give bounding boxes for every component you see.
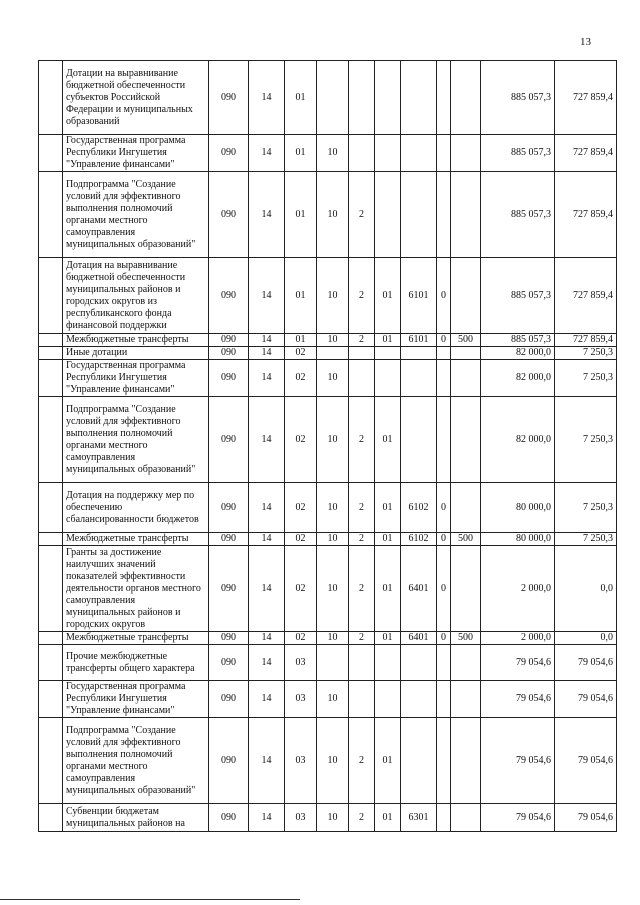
table-row	[39, 718, 617, 804]
row-blank-cell	[39, 172, 63, 258]
table-row	[39, 681, 617, 718]
code-cell: 02	[285, 546, 317, 632]
code-cell: 090	[209, 172, 249, 258]
code-cell: 090	[209, 360, 249, 397]
code-cell: 03	[285, 645, 317, 681]
table-row	[39, 61, 617, 135]
row-name: Гранты за достижение наилучших значений показателей эффективности деятельности органов местного самоуправления муниципальных районов и городских округов	[63, 546, 209, 632]
code-cell	[375, 360, 401, 397]
row-blank-cell	[39, 135, 63, 172]
code-cell: 500	[451, 334, 481, 347]
code-cell: 090	[209, 397, 249, 483]
code-cell: 2	[349, 632, 375, 645]
table-row	[39, 632, 617, 645]
code-cell	[349, 61, 375, 135]
code-cell: 6102	[401, 483, 437, 533]
code-cell: 14	[249, 632, 285, 645]
amount-plan-cell: 2 000,0	[481, 546, 555, 632]
code-cell: 02	[285, 533, 317, 546]
code-cell: 0	[437, 533, 451, 546]
row-blank-cell	[39, 397, 63, 483]
code-cell	[401, 347, 437, 360]
code-cell: 02	[285, 360, 317, 397]
code-cell	[349, 347, 375, 360]
code-cell: 14	[249, 718, 285, 804]
code-cell: 090	[209, 718, 249, 804]
code-cell	[317, 347, 349, 360]
code-cell: 02	[285, 397, 317, 483]
code-cell: 02	[285, 632, 317, 645]
code-cell: 10	[317, 397, 349, 483]
code-cell	[451, 347, 481, 360]
code-cell: 2	[349, 546, 375, 632]
code-cell: 10	[317, 804, 349, 832]
amount-actual-cell: 79 054,6	[555, 804, 617, 832]
amount-actual-cell: 727 859,4	[555, 61, 617, 135]
row-blank-cell	[39, 546, 63, 632]
code-cell: 0	[437, 258, 451, 334]
code-cell: 01	[285, 258, 317, 334]
code-cell: 6101	[401, 258, 437, 334]
row-name: Государственная программа Республики Ингушетия "Управление финансами"	[63, 135, 209, 172]
code-cell: 02	[285, 347, 317, 360]
code-cell	[451, 546, 481, 632]
table-row	[39, 397, 617, 483]
code-cell: 14	[249, 533, 285, 546]
code-cell	[375, 61, 401, 135]
code-cell: 01	[375, 804, 401, 832]
code-cell: 14	[249, 483, 285, 533]
table-row	[39, 360, 617, 397]
code-cell: 03	[285, 681, 317, 718]
row-name: Подпрограмма "Создание условий для эффективного выполнения полномочий органами местного самоуправления муниципальных образований"	[63, 397, 209, 483]
table-row	[39, 172, 617, 258]
table-row	[39, 645, 617, 681]
code-cell	[451, 397, 481, 483]
code-cell	[401, 645, 437, 681]
code-cell: 090	[209, 347, 249, 360]
code-cell: 090	[209, 681, 249, 718]
row-blank-cell	[39, 681, 63, 718]
code-cell: 01	[285, 334, 317, 347]
amount-plan-cell: 885 057,3	[481, 135, 555, 172]
code-cell: 6401	[401, 632, 437, 645]
row-name: Дотация на выравнивание бюджетной обеспеченности муниципальных районов и городских округов из республиканского фонда финансовой поддержки	[63, 258, 209, 334]
code-cell: 0	[437, 632, 451, 645]
row-name: Государственная программа Республики Ингушетия "Управление финансами"	[63, 360, 209, 397]
budget-table	[38, 60, 617, 832]
amount-actual-cell: 7 250,3	[555, 533, 617, 546]
code-cell	[437, 804, 451, 832]
code-cell: 10	[317, 718, 349, 804]
code-cell: 6401	[401, 546, 437, 632]
row-name: Иные дотации	[63, 347, 209, 360]
code-cell: 0	[437, 483, 451, 533]
row-blank-cell	[39, 61, 63, 135]
code-cell: 14	[249, 681, 285, 718]
code-cell	[437, 360, 451, 397]
code-cell	[437, 718, 451, 804]
code-cell	[375, 135, 401, 172]
amount-actual-cell: 727 859,4	[555, 172, 617, 258]
amount-plan-cell: 885 057,3	[481, 334, 555, 347]
row-name: Межбюджетные трансферты	[63, 632, 209, 645]
row-blank-cell	[39, 632, 63, 645]
code-cell: 14	[249, 397, 285, 483]
row-blank-cell	[39, 533, 63, 546]
code-cell: 090	[209, 135, 249, 172]
code-cell: 14	[249, 135, 285, 172]
code-cell	[451, 681, 481, 718]
row-blank-cell	[39, 360, 63, 397]
row-name: Прочие межбюджетные трансферты общего характера	[63, 645, 209, 681]
code-cell	[451, 483, 481, 533]
code-cell	[451, 804, 481, 832]
row-name: Межбюджетные трансферты	[63, 533, 209, 546]
code-cell: 090	[209, 334, 249, 347]
code-cell	[401, 718, 437, 804]
code-cell: 14	[249, 172, 285, 258]
code-cell	[451, 258, 481, 334]
code-cell: 01	[285, 61, 317, 135]
amount-plan-cell: 2 000,0	[481, 632, 555, 645]
code-cell: 10	[317, 135, 349, 172]
code-cell	[401, 172, 437, 258]
code-cell	[401, 135, 437, 172]
code-cell: 10	[317, 334, 349, 347]
table-row	[39, 135, 617, 172]
amount-plan-cell: 82 000,0	[481, 360, 555, 397]
code-cell: 6301	[401, 804, 437, 832]
code-cell: 500	[451, 632, 481, 645]
amount-plan-cell: 79 054,6	[481, 645, 555, 681]
code-cell: 14	[249, 61, 285, 135]
row-name: Подпрограмма "Создание условий для эффективного выполнения полномочий органами местного самоуправления муниципальных образований"	[63, 718, 209, 804]
code-cell	[375, 347, 401, 360]
code-cell	[437, 172, 451, 258]
code-cell	[349, 645, 375, 681]
amount-plan-cell: 885 057,3	[481, 258, 555, 334]
code-cell	[451, 172, 481, 258]
code-cell	[317, 61, 349, 135]
code-cell: 2	[349, 483, 375, 533]
code-cell: 090	[209, 533, 249, 546]
code-cell: 090	[209, 632, 249, 645]
code-cell: 03	[285, 804, 317, 832]
code-cell: 01	[375, 483, 401, 533]
amount-actual-cell: 0,0	[555, 546, 617, 632]
code-cell	[437, 135, 451, 172]
amount-actual-cell: 79 054,6	[555, 645, 617, 681]
amount-plan-cell: 79 054,6	[481, 681, 555, 718]
code-cell: 6101	[401, 334, 437, 347]
code-cell: 10	[317, 681, 349, 718]
code-cell: 090	[209, 645, 249, 681]
code-cell	[349, 135, 375, 172]
code-cell: 14	[249, 546, 285, 632]
code-cell: 10	[317, 172, 349, 258]
amount-actual-cell: 79 054,6	[555, 681, 617, 718]
code-cell: 01	[375, 397, 401, 483]
amount-plan-cell: 80 000,0	[481, 483, 555, 533]
row-blank-cell	[39, 718, 63, 804]
amount-actual-cell: 727 859,4	[555, 334, 617, 347]
code-cell: 01	[285, 172, 317, 258]
code-cell: 14	[249, 347, 285, 360]
code-cell: 090	[209, 483, 249, 533]
amount-actual-cell: 7 250,3	[555, 360, 617, 397]
code-cell: 14	[249, 645, 285, 681]
code-cell	[451, 135, 481, 172]
code-cell	[349, 360, 375, 397]
code-cell: 2	[349, 334, 375, 347]
code-cell: 2	[349, 397, 375, 483]
row-blank-cell	[39, 804, 63, 832]
code-cell: 090	[209, 804, 249, 832]
row-name: Дотация на поддержку мер по обеспечению сбалансированности бюджетов	[63, 483, 209, 533]
code-cell: 2	[349, 172, 375, 258]
row-blank-cell	[39, 334, 63, 347]
page-bottom-rule	[0, 899, 300, 900]
code-cell: 01	[375, 334, 401, 347]
code-cell	[437, 61, 451, 135]
code-cell: 2	[349, 258, 375, 334]
amount-actual-cell: 7 250,3	[555, 483, 617, 533]
code-cell: 14	[249, 258, 285, 334]
code-cell	[451, 360, 481, 397]
amount-actual-cell: 0,0	[555, 632, 617, 645]
code-cell: 14	[249, 804, 285, 832]
code-cell: 01	[375, 718, 401, 804]
code-cell	[437, 397, 451, 483]
code-cell: 03	[285, 718, 317, 804]
row-name: Государственная программа Республики Ингушетия "Управление финансами"	[63, 681, 209, 718]
table-row	[39, 334, 617, 347]
row-blank-cell	[39, 347, 63, 360]
code-cell: 10	[317, 632, 349, 645]
code-cell: 01	[285, 135, 317, 172]
amount-actual-cell: 7 250,3	[555, 347, 617, 360]
row-name: Дотации на выравнивание бюджетной обеспеченности субъектов Российской Федерации и муниципальных образований	[63, 61, 209, 135]
amount-plan-cell: 82 000,0	[481, 347, 555, 360]
code-cell: 6102	[401, 533, 437, 546]
code-cell: 090	[209, 61, 249, 135]
amount-actual-cell: 727 859,4	[555, 135, 617, 172]
code-cell	[375, 172, 401, 258]
table-row	[39, 483, 617, 533]
code-cell	[401, 681, 437, 718]
code-cell: 2	[349, 804, 375, 832]
code-cell: 10	[317, 533, 349, 546]
code-cell: 10	[317, 483, 349, 533]
code-cell	[451, 645, 481, 681]
code-cell	[375, 681, 401, 718]
row-blank-cell	[39, 483, 63, 533]
code-cell: 14	[249, 360, 285, 397]
code-cell	[437, 645, 451, 681]
code-cell: 2	[349, 533, 375, 546]
row-blank-cell	[39, 645, 63, 681]
code-cell: 090	[209, 258, 249, 334]
code-cell: 10	[317, 360, 349, 397]
code-cell: 0	[437, 546, 451, 632]
code-cell	[451, 61, 481, 135]
row-blank-cell	[39, 258, 63, 334]
row-name: Межбюджетные трансферты	[63, 334, 209, 347]
code-cell: 02	[285, 483, 317, 533]
table-row	[39, 347, 617, 360]
row-name: Субвенции бюджетам муниципальных районов на	[63, 804, 209, 832]
amount-plan-cell: 80 000,0	[481, 533, 555, 546]
code-cell: 090	[209, 546, 249, 632]
code-cell: 10	[317, 546, 349, 632]
amount-actual-cell: 727 859,4	[555, 258, 617, 334]
amount-actual-cell: 7 250,3	[555, 397, 617, 483]
code-cell	[375, 645, 401, 681]
code-cell: 10	[317, 258, 349, 334]
amount-plan-cell: 82 000,0	[481, 397, 555, 483]
code-cell	[451, 718, 481, 804]
code-cell: 0	[437, 334, 451, 347]
code-cell: 2	[349, 718, 375, 804]
table-row	[39, 804, 617, 832]
code-cell: 14	[249, 334, 285, 347]
amount-plan-cell: 885 057,3	[481, 61, 555, 135]
amount-plan-cell: 885 057,3	[481, 172, 555, 258]
code-cell: 01	[375, 632, 401, 645]
code-cell	[349, 681, 375, 718]
table-row	[39, 546, 617, 632]
code-cell: 500	[451, 533, 481, 546]
row-name: Подпрограмма "Создание условий для эффективного выполнения полномочий органами местного самоуправления муниципальных образований"	[63, 172, 209, 258]
table-row	[39, 258, 617, 334]
code-cell	[401, 61, 437, 135]
amount-actual-cell: 79 054,6	[555, 718, 617, 804]
code-cell: 01	[375, 258, 401, 334]
code-cell: 01	[375, 533, 401, 546]
amount-plan-cell: 79 054,6	[481, 718, 555, 804]
code-cell	[437, 347, 451, 360]
code-cell	[437, 681, 451, 718]
page-number: 13	[580, 36, 591, 48]
amount-plan-cell: 79 054,6	[481, 804, 555, 832]
code-cell	[317, 645, 349, 681]
table-row	[39, 533, 617, 546]
code-cell	[401, 397, 437, 483]
code-cell	[401, 360, 437, 397]
code-cell: 01	[375, 546, 401, 632]
